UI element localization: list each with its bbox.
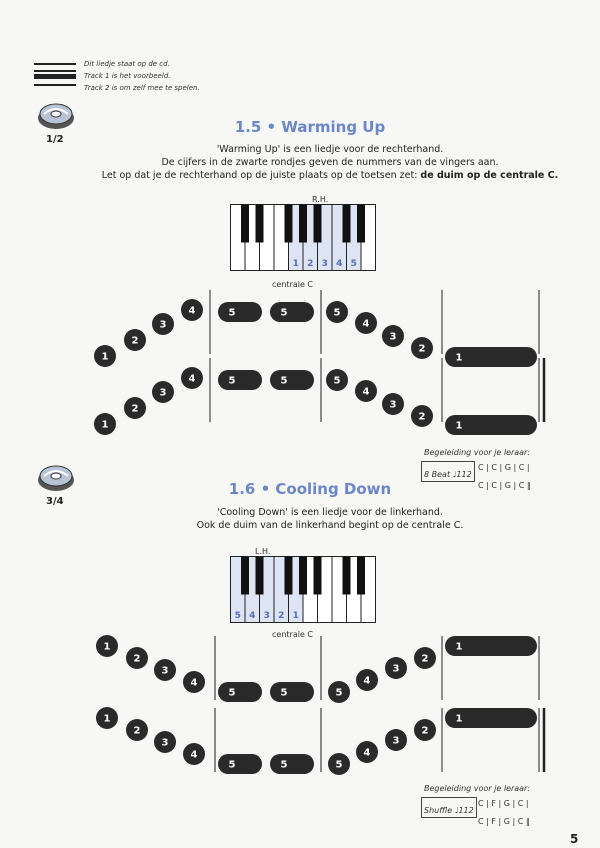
finger-note-label: 4: [363, 747, 371, 759]
black-key: [343, 205, 351, 243]
finger-note-label: 3: [392, 735, 400, 747]
keyboard-diagram: [230, 556, 380, 630]
long-note-label: 1: [455, 420, 463, 432]
black-key: [357, 205, 365, 243]
section-intro: [60, 506, 600, 532]
tempo-box: [421, 797, 477, 818]
accompaniment-label: Begeleiding voor je leraar:: [424, 784, 531, 793]
finger-note-label: 3: [389, 399, 397, 411]
legend-line: Dit liedje staat op de cd.: [84, 60, 170, 68]
finger-note-label: 2: [418, 343, 426, 355]
black-key: [343, 557, 351, 595]
finger-number: 4: [249, 611, 256, 621]
tempo-text: Shuffle ♩112: [424, 806, 474, 815]
chord-row: C | C | G | C |: [478, 463, 530, 472]
finger-note-label: 1: [101, 419, 109, 431]
black-key: [299, 557, 307, 595]
finger-note-label: 2: [131, 335, 139, 347]
finger-note-label: 2: [133, 725, 141, 737]
finger-number: 5: [234, 611, 241, 621]
finger-note-label: 1: [103, 641, 111, 653]
long-note-label: 5: [228, 307, 236, 319]
finger-number: 3: [321, 259, 328, 269]
finger-note-label: 1: [101, 351, 109, 363]
hand-label: L.H.: [255, 547, 271, 556]
chord-row: C | C | G | C ‖: [478, 481, 531, 490]
tempo-box: [421, 461, 475, 482]
long-note-label: 1: [455, 352, 463, 364]
long-note-label: 5: [280, 375, 288, 387]
finger-note-label: 5: [333, 307, 341, 319]
hand-label: R.H.: [312, 195, 329, 204]
black-key: [256, 557, 264, 595]
black-key: [314, 205, 322, 243]
long-note-label: 1: [455, 713, 463, 725]
finger-number: 1: [292, 611, 299, 621]
finger-note-label: 4: [363, 675, 371, 687]
finger-note-label: 2: [421, 725, 429, 737]
finger-note-label: 4: [362, 318, 370, 330]
legend-text: [84, 58, 200, 94]
black-key: [314, 557, 322, 595]
long-note-label: 5: [280, 687, 288, 699]
finger-note-label: 3: [159, 387, 167, 399]
accompaniment-label: Begeleiding voor je leraar:: [424, 448, 531, 457]
long-note: [218, 370, 262, 390]
chord-row: C | F | G | C ‖: [478, 817, 530, 826]
finger-number: 1: [292, 259, 299, 269]
section-title: 1.5 • Warming Up: [234, 118, 386, 136]
finger-note-label: 1: [103, 713, 111, 725]
intro-line: [60, 169, 600, 182]
finger-number: 2: [278, 611, 285, 621]
tempo-text: 8 Beat ♩112: [424, 470, 472, 479]
section-title: 1.6 • Cooling Down: [228, 480, 392, 498]
long-note: [270, 682, 314, 702]
long-note-label: 5: [228, 759, 236, 771]
finger-note-label: 5: [333, 375, 341, 387]
black-key: [285, 557, 293, 595]
intro-normal: Let op dat je de rechterhand op de juiste plaats op de toetsen zet:: [101, 170, 421, 181]
intro-line: De cijfers in de zwarte rondjes geven de nummers van de vingers aan.: [161, 157, 499, 168]
black-key: [357, 557, 365, 595]
page-number: 5: [570, 832, 579, 846]
finger-note-label: 5: [335, 687, 343, 699]
finger-note-label: 4: [362, 386, 370, 398]
finger-note-label: 3: [161, 737, 169, 749]
long-note-label: 5: [228, 687, 236, 699]
finger-note-label: 2: [131, 403, 139, 415]
track-number: 3/4: [46, 496, 64, 507]
keyboard-diagram: [230, 204, 380, 278]
black-key: [256, 205, 264, 243]
finger-number: 3: [263, 611, 270, 621]
legend-line: Track 1 is het voorbeeld.: [84, 72, 171, 80]
long-note: [270, 754, 314, 774]
centrale-c-label: centrale C: [272, 630, 313, 639]
intro-line: 'Warming Up' is een liedje voor de rechterhand.: [216, 144, 444, 155]
long-note: [270, 370, 314, 390]
intro-line: 'Cooling Down' is een liedje voor de linkerhand.: [217, 507, 443, 518]
finger-note-label: 2: [418, 411, 426, 423]
legend-line: Track 2 is om zelf mee te spelen.: [84, 84, 200, 92]
finger-note-label: 4: [190, 677, 198, 689]
chord-row: C | F | G | C |: [478, 799, 529, 808]
intro-bold: de duim op de centrale C.: [420, 170, 559, 181]
long-note-label: 1: [455, 641, 463, 653]
black-key: [299, 205, 307, 243]
finger-note-label: 4: [188, 305, 196, 317]
track-number: 1/2: [46, 134, 64, 145]
finger-notation: [90, 630, 550, 784]
intro-line: Ook de duim van de linkerhand begint op de centrale C.: [196, 520, 464, 531]
black-key: [241, 557, 249, 595]
centrale-c-label: centrale C: [272, 280, 313, 289]
finger-note-label: 5: [335, 759, 343, 771]
black-key: [285, 205, 293, 243]
finger-notation: [90, 290, 550, 444]
black-key: [241, 205, 249, 243]
finger-number: 5: [350, 259, 357, 269]
finger-note-label: 4: [188, 373, 196, 385]
long-note: [270, 302, 314, 322]
long-note-label: 5: [280, 307, 288, 319]
finger-number: 4: [336, 259, 343, 269]
finger-note-label: 3: [389, 331, 397, 343]
long-note-label: 5: [228, 375, 236, 387]
section-intro: [60, 143, 600, 182]
finger-note-label: 2: [133, 653, 141, 665]
finger-note-label: 2: [421, 653, 429, 665]
long-note: [218, 754, 262, 774]
long-note: [218, 682, 262, 702]
finger-note-label: 4: [190, 749, 198, 761]
finger-note-label: 3: [392, 663, 400, 675]
long-note: [218, 302, 262, 322]
finger-note-label: 3: [161, 665, 169, 677]
long-note-label: 5: [280, 759, 288, 771]
finger-note-label: 3: [159, 319, 167, 331]
finger-number: 2: [307, 259, 314, 269]
staff-legend-icon: [34, 60, 76, 92]
